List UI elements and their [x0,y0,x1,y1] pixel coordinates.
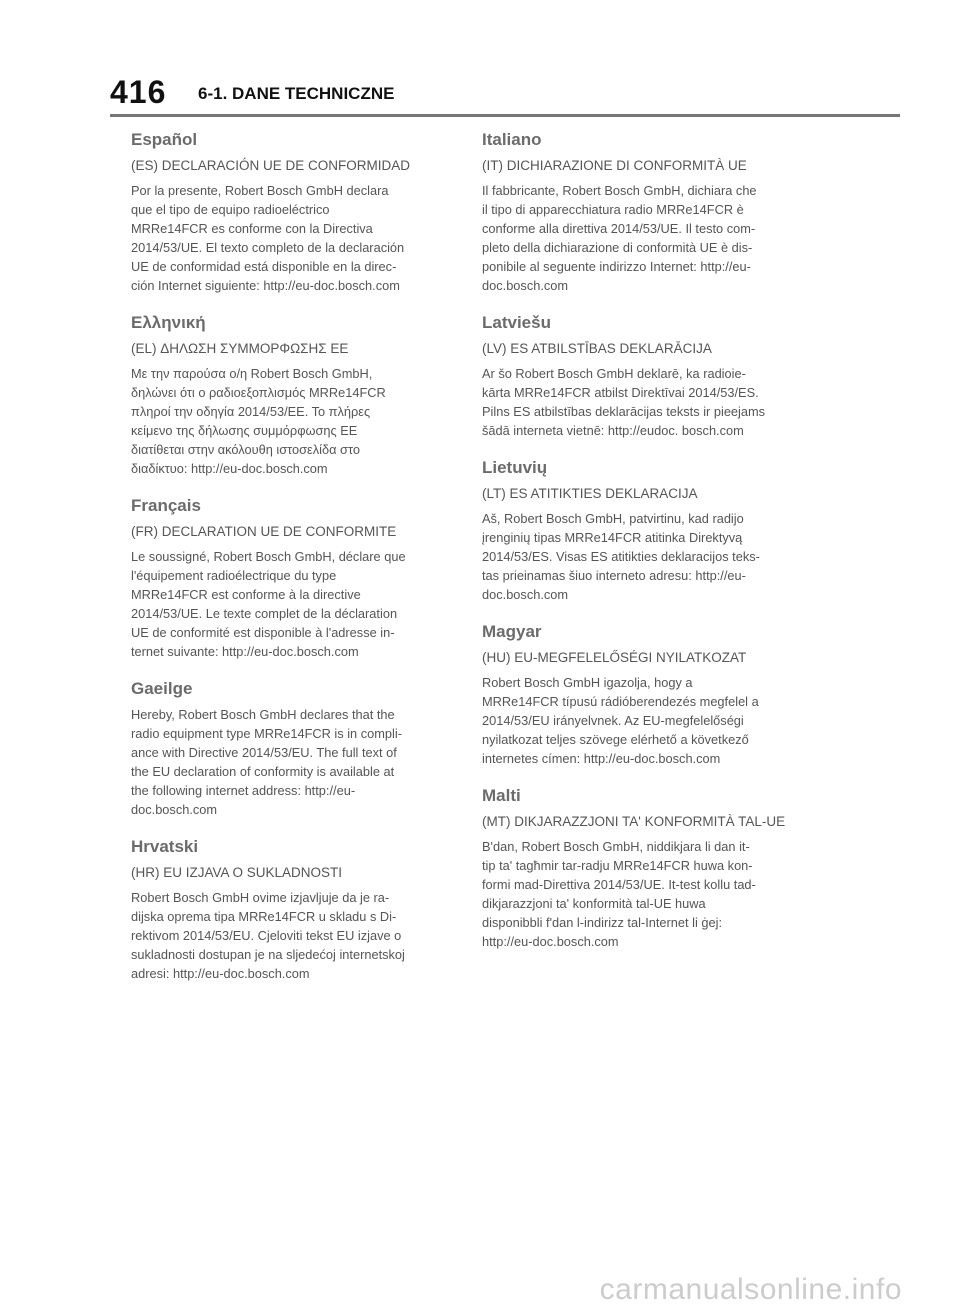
declaration-title: (LV) ES ATBILSTĪBAS DEKLARĀCIJA [482,341,712,356]
language-section [482,128,812,295]
declaration-line: dikjarazzjoni ta' konformità tal-UE huwa [482,896,706,911]
declaration-line: διαδίκτυο: http://eu-doc.bosch.com [131,461,328,476]
language-heading: Hrvatski [131,837,199,856]
declaration-line: http://eu-doc.bosch.com [482,934,619,949]
language-heading: Lietuvių [482,458,548,477]
declaration-line: Robert Bosch GmbH igazolja, hogy a [482,675,693,690]
chapter-title: 6-1. DANE TECHNICZNE [198,84,395,103]
declaration-line: formi mad-Direttiva 2014/53/UE. It-test kollu tad- [482,877,756,892]
declaration-line: Il fabbricante, Robert Bosch GmbH, dichiara che [482,183,757,198]
declaration-line: Ar šo Robert Bosch GmbH deklarē, ka radioie- [482,366,746,381]
declaration-line: doc.bosch.com [482,278,569,293]
language-section [482,784,812,951]
language-section [131,677,461,819]
declaration-line: il tipo di apparecchiatura radio MRRe14FCR è [482,202,744,217]
language-heading: Malti [482,786,521,805]
declaration-body [482,673,812,768]
language-heading: Ελληνική [131,313,206,332]
declaration-line: Robert Bosch GmbH ovime izjavljuje da je ra- [131,890,390,905]
declaration-body [131,547,461,661]
declaration-title: (MT) DIKJARAZZJONI TA' KONFORMITÀ TAL-UE [482,814,786,829]
page-header [110,76,810,108]
declaration-line: Por la presente, Robert Bosch GmbH declara [131,183,389,198]
declaration-line: Hereby, Robert Bosch GmbH declares that the [131,707,395,722]
language-section [131,835,461,983]
right-column [482,128,812,967]
declaration-line: UE de conformité est disponible à l'adresse in- [131,625,395,640]
declaration-body [482,364,812,440]
declaration-line: doc.bosch.com [482,587,569,602]
language-section [131,494,461,661]
declaration-line: Aš, Robert Bosch GmbH, patvirtinu, kad radijo [482,511,744,526]
language-heading: Français [131,496,201,515]
language-heading: Latviešu [482,313,551,332]
declaration-line: UE de conformidad está disponible en la direc- [131,259,397,274]
declaration-line: ternet suivante: http://eu-doc.bosch.com [131,644,359,659]
declaration-line: radio equipment type MRRe14FCR is in compli- [131,726,402,741]
language-heading: Italiano [482,130,542,149]
declaration-body [131,888,461,983]
language-heading: Español [131,130,198,149]
watermark: carmanualsonline.info [599,1273,902,1306]
declaration-line: 2014/53/EU irányelvnek. Az EU-megfelelőségi [482,713,744,728]
declaration-body [482,837,812,951]
declaration-line: 2014/53/UE. El texto completo de la declaración [131,240,405,255]
declaration-line: dijska oprema tipa MRRe14FCR u skladu s Di- [131,909,397,924]
declaration-line: ción Internet siguiente: http://eu-doc.bosch.com [131,278,400,293]
declaration-line: doc.bosch.com [131,802,218,817]
declaration-line: kārta MRRe14FCR atbilst Direktīvai 2014/53/ES. [482,385,759,400]
declaration-line: ance with Directive 2014/53/EU. The full text of [131,745,397,760]
declaration-line: 2014/53/ES. Visas ES atitikties deklaracijos teks- [482,549,760,564]
declaration-line: tas prieinamas šiuo interneto adresu: http://eu- [482,568,746,583]
declaration-body [482,509,812,604]
declaration-line: tip ta' tagħmir tar-radju MRRe14FCR huwa kon- [482,858,753,873]
declaration-title: (ES) DECLARACIÓN UE DE CONFORMIDAD [131,158,411,173]
declaration-line: δηλώνει ότι ο ραδιοεξοπλισμός MRRe14FCR [131,385,386,400]
language-section [482,311,812,440]
declaration-title: (HR) EU IZJAVA O SUKLADNOSTI [131,865,343,880]
declaration-title: (EL) ΔΗΛΩΣΗ ΣΥΜΜΟΡΦΩΣΗΣ ΕΕ [131,341,349,356]
language-section [131,128,461,295]
declaration-body [482,181,812,295]
declaration-line: the EU declaration of conformity is available at [131,764,395,779]
language-section [482,456,812,604]
declaration-line: διατίθεται στην ακόλουθη ιστοσελίδα στο [131,442,360,457]
declaration-line: Le soussigné, Robert Bosch GmbH, déclare que [131,549,406,564]
declaration-line: adresi: http://eu-doc.bosch.com [131,966,310,981]
declaration-line: internetes címen: http://eu-doc.bosch.com [482,751,721,766]
declaration-line: įrenginių tipas MRRe14FCR atitinka Direktyvą [482,530,743,545]
declaration-line: nyilatkozat teljes szövege elérhető a következő [482,732,749,747]
declaration-title: (FR) DECLARATION UE DE CONFORMITE [131,524,397,539]
declaration-title: (HU) EU-MEGFELELŐSÉGI NYILATKOZAT [482,650,747,665]
declaration-line: rektivom 2014/53/EU. Cjeloviti tekst EU izjave o [131,928,402,943]
declaration-line: sukladnosti dostupan je na sljedećoj internetskoj [131,947,405,962]
declaration-line: que el tipo de equipo radioeléctrico [131,202,330,217]
declaration-line: MRRe14FCR est conforme à la directive [131,587,361,602]
declaration-line: B'dan, Robert Bosch GmbH, niddikjara li dan it- [482,839,750,854]
declaration-line: MRRe14FCR típusú rádióberendezés megfelel a [482,694,759,709]
declaration-line: l'équipement radioélectrique du type [131,568,337,583]
declaration-line: πληροί την οδηγία 2014/53/ΕΕ. Το πλήρες [131,404,371,419]
declaration-line: κείμενο της δήλωσης συμμόρφωσης ΕΕ [131,423,358,438]
language-heading: Gaeilge [131,679,193,698]
declaration-line: 2014/53/UE. Le texte complet de la déclaration [131,606,398,621]
declaration-line: šādā interneta vietnē: http://eudoc. bosch.com [482,423,744,438]
declaration-body [131,364,461,478]
language-heading: Magyar [482,622,542,641]
declaration-line: MRRe14FCR es conforme con la Directiva [131,221,373,236]
page-number: 416 [110,74,167,110]
declaration-line: disponibbli f'dan l-indirizz tal-Internet li ġej: [482,915,723,930]
declaration-line: ponibile al seguente indirizzo Internet: http://eu- [482,259,751,274]
declaration-body [131,705,461,819]
declaration-line: conforme alla direttiva 2014/53/UE. Il testo com- [482,221,756,236]
header-divider [110,114,900,117]
declaration-title: (LT) ES ATITIKTIES DEKLARACIJA [482,486,698,501]
declaration-line: Pilns ES atbilstības deklarācijas teksts ir pieejams [482,404,766,419]
left-column [131,128,461,999]
declaration-line: Με την παρούσα ο/η Robert Bosch GmbH, [131,366,373,381]
declaration-body [131,181,461,295]
declaration-line: the following internet address: http://eu- [131,783,356,798]
declaration-line: pleto della dichiarazione di conformità UE è dis- [482,240,753,255]
language-section [482,620,812,768]
declaration-title: (IT) DICHIARAZIONE DI CONFORMITÀ UE [482,158,747,173]
language-section [131,311,461,478]
